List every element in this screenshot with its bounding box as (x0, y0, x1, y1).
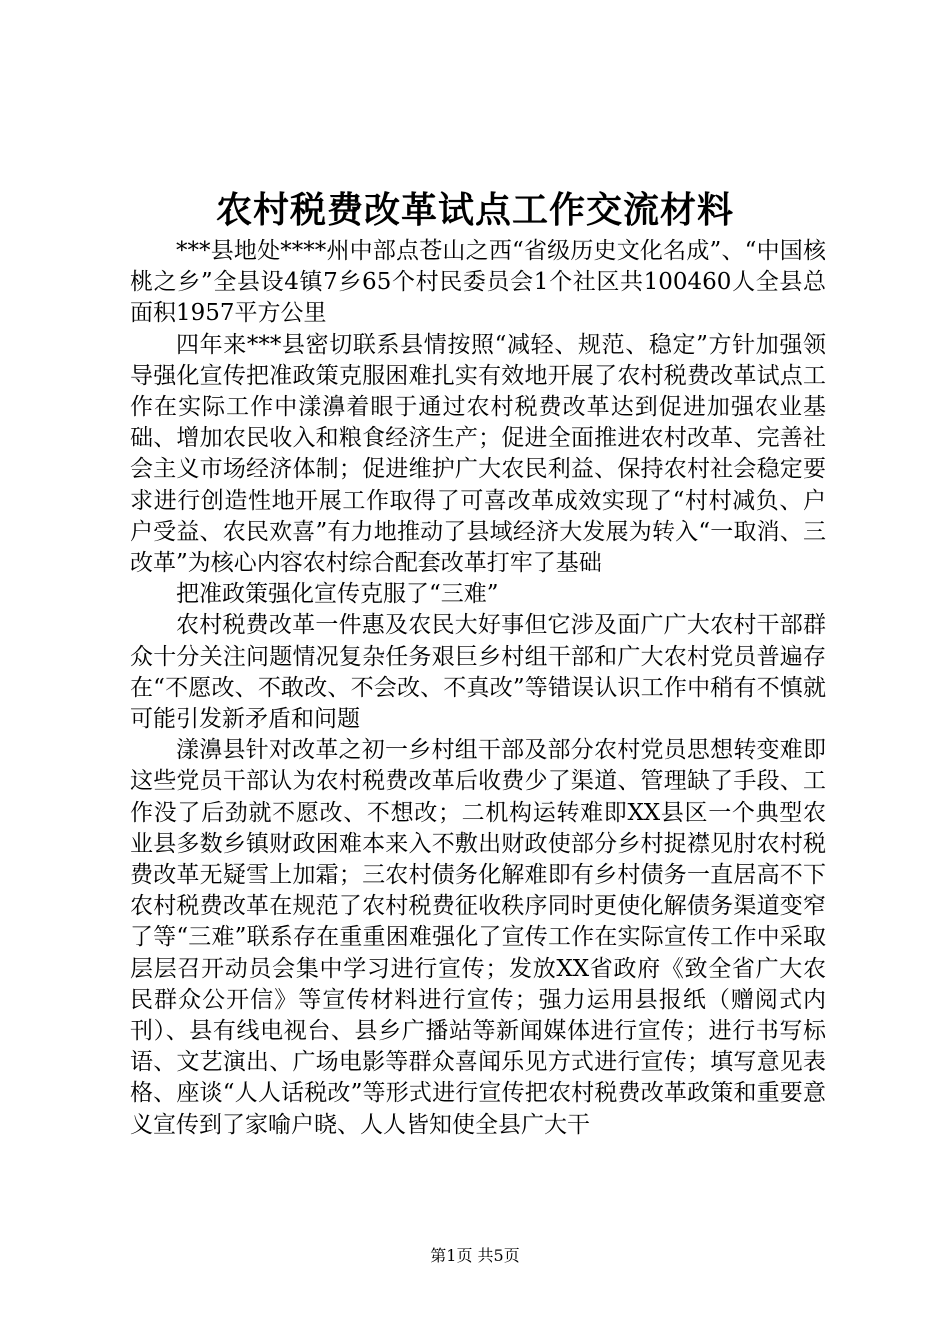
document-title: 农村税费改革试点工作交流材料 (215, 189, 734, 231)
paragraph-intro: ***县地处****州中部点苍山之西“省级历史文化名成”、“中国核桃之乡”全县设4镇7乡65个村民委员会1个社区共100460人全县总面积1957平方公里 (130, 238, 826, 327)
paragraph-measures: 漾濞县针对改革之初一乡村组干部及部分农村党员思想转变难即这些党员干部认为农村税费改革后收费少了渠道、管理缺了手段、工作没了后劲就不愿改、不想改；二机构运转难即XX县区一个典型农业县多数乡镇财政困难本来入不敷出财政使部分乡村捉襟见肘农村税费改革无疑雪上加霜；三农村债务化解难即有乡村债务一直居高不下农村税费改革在规范了农村税费征收秩序同时更使化解债务渠道变窄了等“三难”联系存在重重困难强化了宣传工作在实际宣传工作中采取层层召开动员会集中学习进行宣传；发放XX省政府《致全省广大农民群众公开信》等宣传材料进行宣传；强力运用县报纸（赠阅式内刊）、县有线电视台、县乡广播站等新闻媒体进行宣传；进行书写标语、文艺演出、广场电影等群众喜闻乐见方式进行宣传；填写意见表格、座谈“人人话税改”等形式进行宣传把农村税费改革政策和重要意义宣传到了家喻户晓、人人皆知使全县广大干 (130, 737, 826, 1138)
page-footer: 第1页 共5页 (430, 1246, 520, 1265)
paragraph-overview: 四年来***县密切联系县情按照“减轻、规范、稳定”方针加强领导强化宣传把准政策克服困难扎实有效地开展了农村税费改革试点工作在实际工作中漾濞着眼于通过农村税费改革达到促进加强农业基础、增加农民收入和粮食经济生产；促进全面推进农村改革、完善社会主义市场经济体制；促进维护广大农民利益、保持农村社会稳定要求进行创造性地开展工作取得了可喜改革成效实现了“村村减负、户户受益、农民欢喜”有力地推动了县域经济大发展为转入“一取消、三改革”为核心内容农村综合配套改革打牢了基础 (130, 331, 826, 577)
document-body (130, 236, 826, 1141)
section-heading: 把准政策强化宣传克服了“三难” (176, 581, 499, 608)
paragraph-issues: 农村税费改革一件惠及农民大好事但它涉及面广广大农村干部群众十分关注问题情况复杂任务艰巨乡村组干部和广大农村党员普遍存在“不愿改、不敢改、不会改、不真改”等错误认识工作中稍有不慎就可能引发新矛盾和问题 (130, 612, 826, 733)
